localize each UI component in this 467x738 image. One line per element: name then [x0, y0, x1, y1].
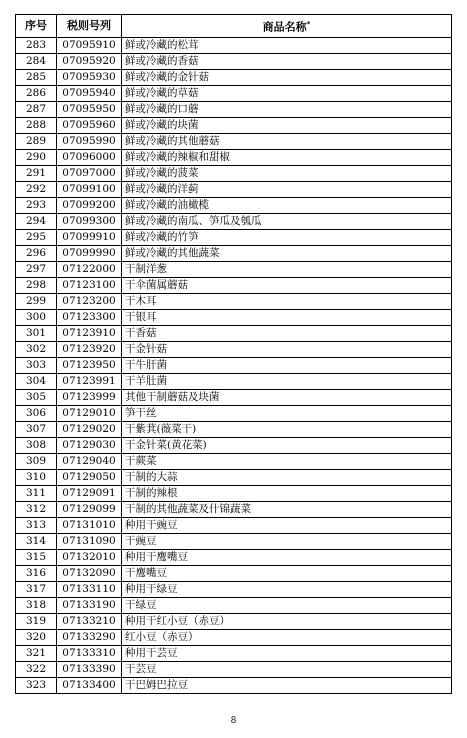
- row-seq: 293: [16, 197, 57, 213]
- row-name: 鲜或冷藏的其他蔬菜: [122, 245, 452, 261]
- row-name: 鲜或冷藏的块菌: [122, 117, 452, 133]
- row-seq: 299: [16, 293, 57, 309]
- table-row: [16, 565, 452, 581]
- row-code: 07133110: [57, 581, 122, 597]
- row-code: 07123999: [57, 389, 122, 405]
- row-seq: 304: [16, 373, 57, 389]
- header-name-cell: [122, 15, 452, 38]
- row-name: 鲜或冷藏的草菇: [122, 85, 452, 101]
- row-name: 干蕨菜: [122, 453, 452, 469]
- row-name: 干芸豆: [122, 661, 452, 677]
- header-name: 商品名称: [262, 20, 307, 34]
- table-row: [16, 581, 452, 597]
- row-seq: 315: [16, 549, 57, 565]
- table-body: [16, 37, 452, 693]
- table-row: [16, 53, 452, 69]
- row-name: 种用干鹰嘴豆: [122, 549, 452, 565]
- table-row: [16, 533, 452, 549]
- row-code: 07123300: [57, 309, 122, 325]
- row-seq: 289: [16, 133, 57, 149]
- row-name: 干紫萁(薇菜干): [122, 421, 452, 437]
- row-seq: 318: [16, 597, 57, 613]
- row-seq: 313: [16, 517, 57, 533]
- row-name: 干制的其他蔬菜及什锦蔬菜: [122, 501, 452, 517]
- row-seq: 309: [16, 453, 57, 469]
- table-row: [16, 597, 452, 613]
- row-name: 鲜或冷藏的辣椒和甜椒: [122, 149, 452, 165]
- row-name: 鲜或冷藏的油橄榄: [122, 197, 452, 213]
- table-row: [16, 405, 452, 421]
- row-seq: 291: [16, 165, 57, 181]
- table-header-row: [16, 15, 452, 38]
- page-number: 8: [230, 716, 237, 726]
- table-row: [16, 645, 452, 661]
- row-code: 07129030: [57, 437, 122, 453]
- table-row: [16, 629, 452, 645]
- row-name: 干豌豆: [122, 533, 452, 549]
- row-name: 干牛肝菌: [122, 357, 452, 373]
- row-seq: 286: [16, 85, 57, 101]
- row-seq: 308: [16, 437, 57, 453]
- row-name: 干制的大蒜: [122, 469, 452, 485]
- row-name: 干香菇: [122, 325, 452, 341]
- table-row: [16, 293, 452, 309]
- table-row: [16, 101, 452, 117]
- row-code: 07099100: [57, 181, 122, 197]
- table-row: [16, 661, 452, 677]
- table-row: [16, 501, 452, 517]
- row-code: 07095960: [57, 117, 122, 133]
- row-seq: 311: [16, 485, 57, 501]
- row-seq: 317: [16, 581, 57, 597]
- row-seq: 303: [16, 357, 57, 373]
- row-seq: 297: [16, 261, 57, 277]
- row-name: 干制洋葱: [122, 261, 452, 277]
- row-code: 07095950: [57, 101, 122, 117]
- row-seq: 300: [16, 309, 57, 325]
- row-name: 鲜或冷藏的其他蘑菇: [122, 133, 452, 149]
- table-row: [16, 149, 452, 165]
- row-seq: 320: [16, 629, 57, 645]
- table-row: [16, 213, 452, 229]
- row-code: 07123920: [57, 341, 122, 357]
- row-code: 07131090: [57, 533, 122, 549]
- table-row: [16, 421, 452, 437]
- row-name: 种用干芸豆: [122, 645, 452, 661]
- row-seq: 290: [16, 149, 57, 165]
- table-row: [16, 677, 452, 693]
- table-row: [16, 69, 452, 85]
- row-seq: 301: [16, 325, 57, 341]
- table-row: [16, 261, 452, 277]
- row-seq: 305: [16, 389, 57, 405]
- table-row: [16, 613, 452, 629]
- table-row: [16, 181, 452, 197]
- table-row: [16, 277, 452, 293]
- row-seq: 321: [16, 645, 57, 661]
- row-code: 07095930: [57, 69, 122, 85]
- row-name: 干金针菜(黄花菜): [122, 437, 452, 453]
- table-row: [16, 517, 452, 533]
- row-name: 干伞菌属蘑菇: [122, 277, 452, 293]
- row-seq: 295: [16, 229, 57, 245]
- table-row: [16, 229, 452, 245]
- row-code: 07133310: [57, 645, 122, 661]
- row-name: 干制的辣根: [122, 485, 452, 501]
- row-seq: 322: [16, 661, 57, 677]
- row-code: 07123100: [57, 277, 122, 293]
- row-seq: 316: [16, 565, 57, 581]
- row-name: 干鹰嘴豆: [122, 565, 452, 581]
- row-seq: 296: [16, 245, 57, 261]
- table-row: [16, 389, 452, 405]
- row-name: 干巴姆巴拉豆: [122, 677, 452, 693]
- row-code: 07123200: [57, 293, 122, 309]
- row-code: 07131010: [57, 517, 122, 533]
- table-row: [16, 453, 452, 469]
- row-seq: 288: [16, 117, 57, 133]
- row-seq: 298: [16, 277, 57, 293]
- table-row: [16, 325, 452, 341]
- row-name: 鲜或冷藏的南瓜、笋瓜及瓠瓜: [122, 213, 452, 229]
- table-row: [16, 437, 452, 453]
- tariff-table: [15, 14, 452, 694]
- row-name: 干银耳: [122, 309, 452, 325]
- table-row: [16, 85, 452, 101]
- row-seq: 312: [16, 501, 57, 517]
- row-code: 07132090: [57, 565, 122, 581]
- row-code: 07133290: [57, 629, 122, 645]
- table-row: [16, 117, 452, 133]
- table-row: [16, 309, 452, 325]
- table-row: [16, 373, 452, 389]
- row-seq: 307: [16, 421, 57, 437]
- row-code: 07095910: [57, 37, 122, 53]
- row-seq: 306: [16, 405, 57, 421]
- row-code: 07095940: [57, 85, 122, 101]
- row-name: 鲜或冷藏的菠菜: [122, 165, 452, 181]
- header-name-mark: *: [306, 20, 311, 28]
- row-code: 07123950: [57, 357, 122, 373]
- row-code: 07129091: [57, 485, 122, 501]
- row-code: 07133400: [57, 677, 122, 693]
- table-row: [16, 469, 452, 485]
- row-code: 07129050: [57, 469, 122, 485]
- table-row: [16, 245, 452, 261]
- row-code: 07099300: [57, 213, 122, 229]
- row-code: 07099200: [57, 197, 122, 213]
- table-row: [16, 357, 452, 373]
- row-name: 鲜或冷藏的香菇: [122, 53, 452, 69]
- header-seq: 序号: [16, 15, 57, 38]
- row-code: 07095920: [57, 53, 122, 69]
- row-name: 种用干豌豆: [122, 517, 452, 533]
- row-code: 07133190: [57, 597, 122, 613]
- row-code: 07133210: [57, 613, 122, 629]
- row-code: 07132010: [57, 549, 122, 565]
- table-row: [16, 549, 452, 565]
- row-code: 07129040: [57, 453, 122, 469]
- row-code: 07096000: [57, 149, 122, 165]
- row-name: 鲜或冷藏的口蘑: [122, 101, 452, 117]
- row-seq: 283: [16, 37, 57, 53]
- table-row: [16, 341, 452, 357]
- row-name: 干金针菇: [122, 341, 452, 357]
- table-row: [16, 133, 452, 149]
- row-code: 07129099: [57, 501, 122, 517]
- row-seq: 314: [16, 533, 57, 549]
- row-code: 07097000: [57, 165, 122, 181]
- row-name: 鲜或冷藏的竹笋: [122, 229, 452, 245]
- row-code: 07133390: [57, 661, 122, 677]
- row-seq: 302: [16, 341, 57, 357]
- row-seq: 310: [16, 469, 57, 485]
- row-code: 07095990: [57, 133, 122, 149]
- row-code: 07099990: [57, 245, 122, 261]
- row-name: 红小豆（赤豆）: [122, 629, 452, 645]
- row-name: 干绿豆: [122, 597, 452, 613]
- row-name: 鲜或冷藏的松茸: [122, 37, 452, 53]
- row-seq: 294: [16, 213, 57, 229]
- row-code: 07123910: [57, 325, 122, 341]
- row-name: 笋干丝: [122, 405, 452, 421]
- table-row: [16, 485, 452, 501]
- header-code: 税则号列: [57, 15, 122, 38]
- row-seq: 284: [16, 53, 57, 69]
- row-name: 干木耳: [122, 293, 452, 309]
- row-name: 其他干制蘑菇及块菌: [122, 389, 452, 405]
- row-code: 07122000: [57, 261, 122, 277]
- row-seq: 319: [16, 613, 57, 629]
- row-name: 种用干红小豆（赤豆）: [122, 613, 452, 629]
- table-row: [16, 197, 452, 213]
- row-name: 种用干绿豆: [122, 581, 452, 597]
- row-name: 鲜或冷藏的洋蓟: [122, 181, 452, 197]
- row-code: 07129010: [57, 405, 122, 421]
- row-seq: 285: [16, 69, 57, 85]
- row-seq: 287: [16, 101, 57, 117]
- row-code: 07099910: [57, 229, 122, 245]
- table-row: [16, 37, 452, 53]
- row-name: 干羊肚菌: [122, 373, 452, 389]
- row-code: 07129020: [57, 421, 122, 437]
- row-seq: 323: [16, 677, 57, 693]
- row-code: 07123991: [57, 373, 122, 389]
- row-name: 鲜或冷藏的金针菇: [122, 69, 452, 85]
- row-seq: 292: [16, 181, 57, 197]
- table-row: [16, 165, 452, 181]
